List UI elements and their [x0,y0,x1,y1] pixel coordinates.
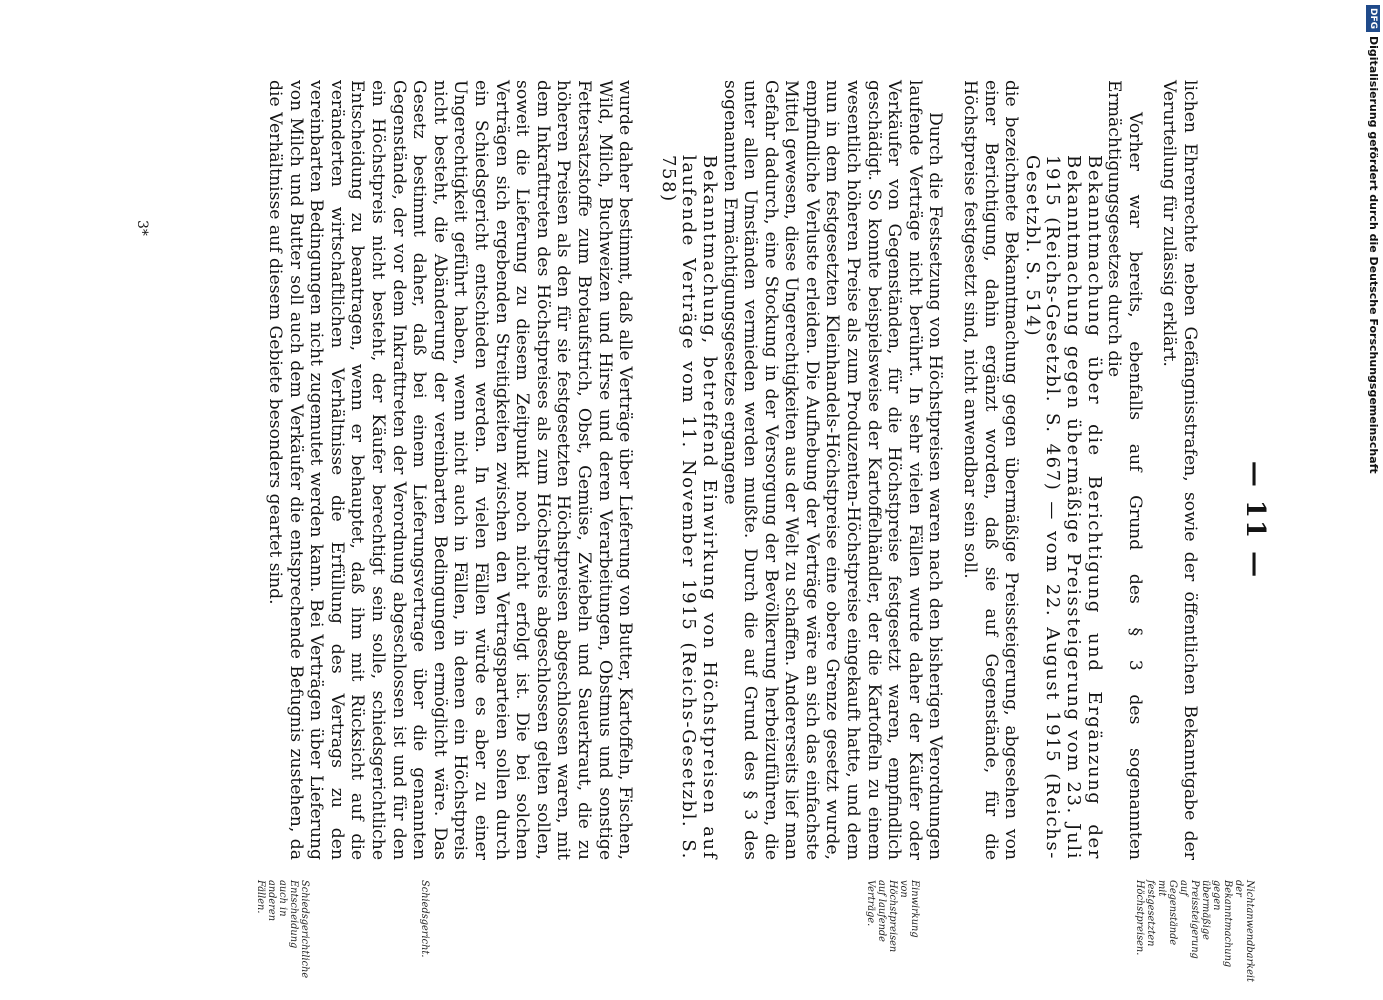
dfg-footer [1363,5,1383,474]
margin-note-arbitration: Schiedsgericht. [419,880,430,958]
printer-signature-mark: 3* [134,220,150,236]
paragraph-price-fixing: Durch die Festsetzung von Höchstpreisen waren nach den bisherigen Verordnungen laufende Verträge nicht berührt. In sehr vielen Fällen wurde daher der Käufer oder Verkäufer von Gegenständen, für die Höchstpreise festgesetzt waren, empfindlich geschädigt. So konnte beispielsweise der Kartoffelhändler, der die Kartoffeln zu einem wesentlich höheren Preise als zum Produzenten-Höchstpreise eingekauft hatte, und dem nun in dem festgesetzten Kleinhandels-Höchstpreise eine obere Grenze gesetzt wurde, empfindliche Verluste erleiden. Die Aufhebung der Verträge wäre an sich das einfachste Mittel gewesen, diese Ungerechtigkeiten aus der Welt zu schaffen. Andererseits lief man Gefahr dadurch, eine Stockung in der Versorgung der Bevölkerung herbeizuführen, die unter allen Umständen vermieden werden mußte. Durch die auf Grund des § 3 des sogenannten Ermächtigungsgesetzes ergangene [719,80,946,860]
page-number: — 11 — [1240,460,1270,580]
paragraph-not-applicable: die bezeichnete Bekanntmachung gegen übermäßige Preissteigerung, abgesehen von einer Berichtigung, dahin ergänzt worden, daß sie auf Gegenstände, für die Höchstpreise festgesetzt sind, nicht anwendbar sein soll. [960,80,1022,860]
dfg-logo: DFG [1366,5,1380,32]
margin-note-price-effect: Einwirkung von Höchstpreisen auf laufende Verträge. [865,880,920,953]
announcement-title-contracts: Bekanntmachung, betreffend Einwirkung von Höchstpreisen auf laufende Verträge vom 11. November 1915 (Reichs-Gesetzbl. S. 758) [657,155,720,860]
rotated-document-page [40,80,1350,982]
paragraph-contract-provisions: wurde daher bestimmt, daß alle Verträge über Lieferung von Butter, Kartoffeln, Fischen, Wild, Milch, Buchweizen und Hirse und deren Verarbeitungen, Obstmus und sonstige Fettersatzstoffe zum Brotaufstrich, Obst, Gemüse, Zwiebeln und Sauerkraut, die zu höheren Preisen als den für sie festgesetzten Höchstpreisen abgeschlossen waren, mit dem Inkrafttreten des Höchstpreises als zum Höchstpreis abgeschlossen gelten sollen, soweit die Lieferung zu diesem Zeitpunkt noch nicht erfolgt ist. Die bei solchen Verträgen sich ergebenden Streitigkeiten zwischen den Vertragsparteien sollen durch ein Schiedsgericht entschieden werden. In vielen Fällen würde es aber zu einer Ungerechtigkeit geführt haben, wenn nicht auch in Fällen, in denen ein Höchstpreis nicht besteht, die Abänderung der vereinbarten Bedingungen ermöglicht wäre. Das Gesetz bestimmt daher, daß bei einem Lieferungsvertrage über die genannten Gegenstände, der vor dem Inkrafttreten der Verordnung abgeschlossen ist und für den ein Höchstpreis nicht besteht, der Käufer berechtigt sein solle, schiedsgerichtliche Entscheidung zu beantragen, wenn er behauptet, daß ihm mit Rücksicht auf die veränderten wirtschaftlichen Verhältnisse die Erfüllung des Vertrags zu den vereinbarten Bedingungen nicht zugemutet werden kann. Bei Verträgen über Lieferung von Milch und Butter soll auch dem Verkäufer die entsprechende Befugnis zustehen, da die Verhältnisse auf diesem Gebiete besonders geartet sind. [265,80,636,860]
dfg-credit-text: Digitalisierung gefördert durch die Deutsche Forschungsgemeinschaft [1367,36,1380,474]
announcement-title-correction: Bekanntmachung über die Berichtigung und Ergänzung der Bekanntmachung gegen übermäßige Preissteigerung vom 23. Juli 1915 (Reichs-Gesetzbl. S. 467) — vom 22. August 1915 (Reichs-Gesetzbl. S. 514) [1021,155,1105,860]
margin-note-not-applicable: Nichtanwendbarkeit der Bekanntmachung gegen übermäßige Preissteigerung auf Gegenstände mit festgesetzten Höchstpreisen. [1134,880,1255,982]
margin-note-arbitration-other: Schiedsgerichtliche Entscheidung auch in anderen Fällen. [255,880,310,979]
margin-notes [40,80,1350,982]
paragraph-prior-amendment: Vorher war bereits, ebenfalls auf Grund des § 3 des sogenannten Ermächtigungsgesetzes durch die [1104,80,1145,860]
paragraph-penalties: lichen Ehrenrechte neben Gefängnisstrafen, sowie der öffentlichen Bekanntgabe der Verurteilung für zulässig erklärt. [1159,80,1200,860]
